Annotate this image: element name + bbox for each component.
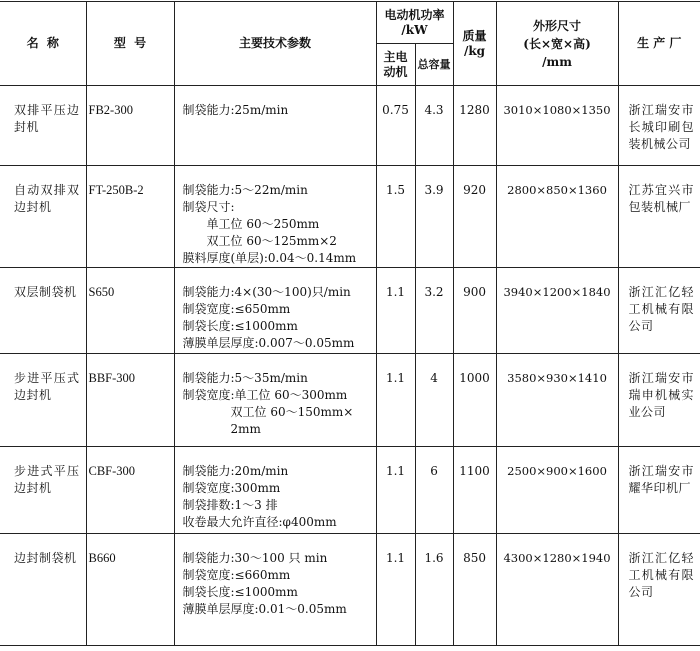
row-manufacturer: 浙江瑞安市耀华印机厂 xyxy=(618,447,700,534)
row-params xyxy=(174,268,376,354)
row-dimensions: 3580×930×1410 xyxy=(496,354,618,447)
table-row xyxy=(0,86,700,166)
row-mass: 850 xyxy=(453,534,496,646)
table-row xyxy=(0,447,700,534)
row-dimensions: 2800×850×1360 xyxy=(496,166,618,268)
row-manufacturer: 浙江瑞安市瑞申机械实业公司 xyxy=(618,354,700,447)
param-line: 薄膜单层厚度:0.007～0.05mm xyxy=(182,336,355,350)
param-line: 双工位 60～150mm× xyxy=(182,405,354,419)
row-params xyxy=(174,86,376,166)
row-dimensions: 4300×1280×1940 xyxy=(496,534,618,646)
row-model: B660 xyxy=(86,534,174,646)
row-mass: 1000 xyxy=(453,354,496,447)
row-model: FB2-300 xyxy=(86,86,174,166)
row-name: 步进平压式边封机 xyxy=(0,354,86,447)
row-name: 双层制袋机 xyxy=(0,268,86,354)
param-line: 单工位 60～250mm xyxy=(182,217,320,231)
header-dimensions: 外形尺寸 (长×宽×高) /mm xyxy=(496,2,618,86)
table-row xyxy=(0,268,700,354)
equipment-table xyxy=(0,1,700,646)
header-main-motor: 主电 动机 xyxy=(376,44,415,86)
param-line: 制袋能力:20m/min xyxy=(182,464,289,478)
row-params xyxy=(174,534,376,646)
param-line: 制袋能力:5～35m/min xyxy=(182,371,308,385)
row-main-motor: 1.1 xyxy=(376,534,415,646)
param-line: 双工位 60～125mm×2 xyxy=(182,234,337,248)
header-name: 名 称 xyxy=(0,2,86,86)
row-manufacturer: 浙江瑞安市长城印刷包装机械公司 xyxy=(618,86,700,166)
row-model: FT-250B-2 xyxy=(86,166,174,268)
row-mass: 1100 xyxy=(453,447,496,534)
param-line: 制袋能力:5～22m/min xyxy=(182,183,308,197)
header-mass: 质量 /kg xyxy=(453,2,496,86)
param-line: 2mm xyxy=(182,422,261,436)
row-total-capacity: 4.3 xyxy=(415,86,453,166)
row-total-capacity: 4 xyxy=(415,354,453,447)
row-main-motor: 0.75 xyxy=(376,86,415,166)
param-line: 制袋宽度:≤660mm xyxy=(182,568,291,582)
header-manufacturer: 生 产 厂 xyxy=(618,2,700,86)
row-params xyxy=(174,166,376,268)
table-row xyxy=(0,166,700,268)
row-model: CBF-300 xyxy=(86,447,174,534)
row-name: 双排平压边封机 xyxy=(0,86,86,166)
row-dimensions: 3010×1080×1350 xyxy=(496,86,618,166)
param-line: 制袋能力:4×(30～100)只/min xyxy=(182,285,351,299)
header-total-capacity: 总容量 xyxy=(415,44,453,86)
param-line: 制袋宽度:≤650mm xyxy=(182,302,291,316)
param-line: 制袋尺寸: xyxy=(182,200,235,214)
row-params xyxy=(174,447,376,534)
param-line: 制袋能力:25m/min xyxy=(182,103,289,117)
row-total-capacity: 3.2 xyxy=(415,268,453,354)
row-manufacturer: 浙江汇亿轻工机械有限公司 xyxy=(618,534,700,646)
param-line: 制袋能力:30～100 只 min xyxy=(182,551,328,565)
param-line: 收卷最大允许直径:φ400mm xyxy=(182,515,337,529)
row-mass: 920 xyxy=(453,166,496,268)
header-model: 型 号 xyxy=(86,2,174,86)
row-total-capacity: 6 xyxy=(415,447,453,534)
row-mass: 1280 xyxy=(453,86,496,166)
row-total-capacity: 3.9 xyxy=(415,166,453,268)
row-model: BBF-300 xyxy=(86,354,174,447)
row-name: 自动双排双边封机 xyxy=(0,166,86,268)
row-total-capacity: 1.6 xyxy=(415,534,453,646)
param-line: 制袋长度:≤1000mm xyxy=(182,319,298,333)
row-main-motor: 1.1 xyxy=(376,447,415,534)
row-name: 边封制袋机 xyxy=(0,534,86,646)
table-row xyxy=(0,534,700,646)
row-params xyxy=(174,354,376,447)
row-main-motor: 1.5 xyxy=(376,166,415,268)
row-manufacturer: 江苏宜兴市包装机械厂 xyxy=(618,166,700,268)
param-line: 制袋排数:1～3 排 xyxy=(182,498,278,512)
header-params: 主要技术参数 xyxy=(174,2,376,86)
table-body xyxy=(0,86,700,646)
row-model: S650 xyxy=(86,268,174,354)
header-power: 电动机功率 /kW xyxy=(376,2,453,44)
row-name: 步进式平压边封机 xyxy=(0,447,86,534)
param-line: 制袋宽度:单工位 60～300mm xyxy=(182,388,348,402)
row-manufacturer: 浙江汇亿轻工机械有限公司 xyxy=(618,268,700,354)
table-row xyxy=(0,354,700,447)
row-dimensions: 2500×900×1600 xyxy=(496,447,618,534)
row-dimensions: 3940×1200×1840 xyxy=(496,268,618,354)
row-main-motor: 1.1 xyxy=(376,354,415,447)
param-line: 制袋宽度:300mm xyxy=(182,481,281,495)
row-main-motor: 1.1 xyxy=(376,268,415,354)
param-line: 制袋长度:≤1000mm xyxy=(182,585,298,599)
row-mass: 900 xyxy=(453,268,496,354)
param-line: 膜料厚度(单层):0.04～0.14mm xyxy=(182,251,357,265)
param-line: 薄膜单层厚度:0.01～0.05mm xyxy=(182,602,347,616)
